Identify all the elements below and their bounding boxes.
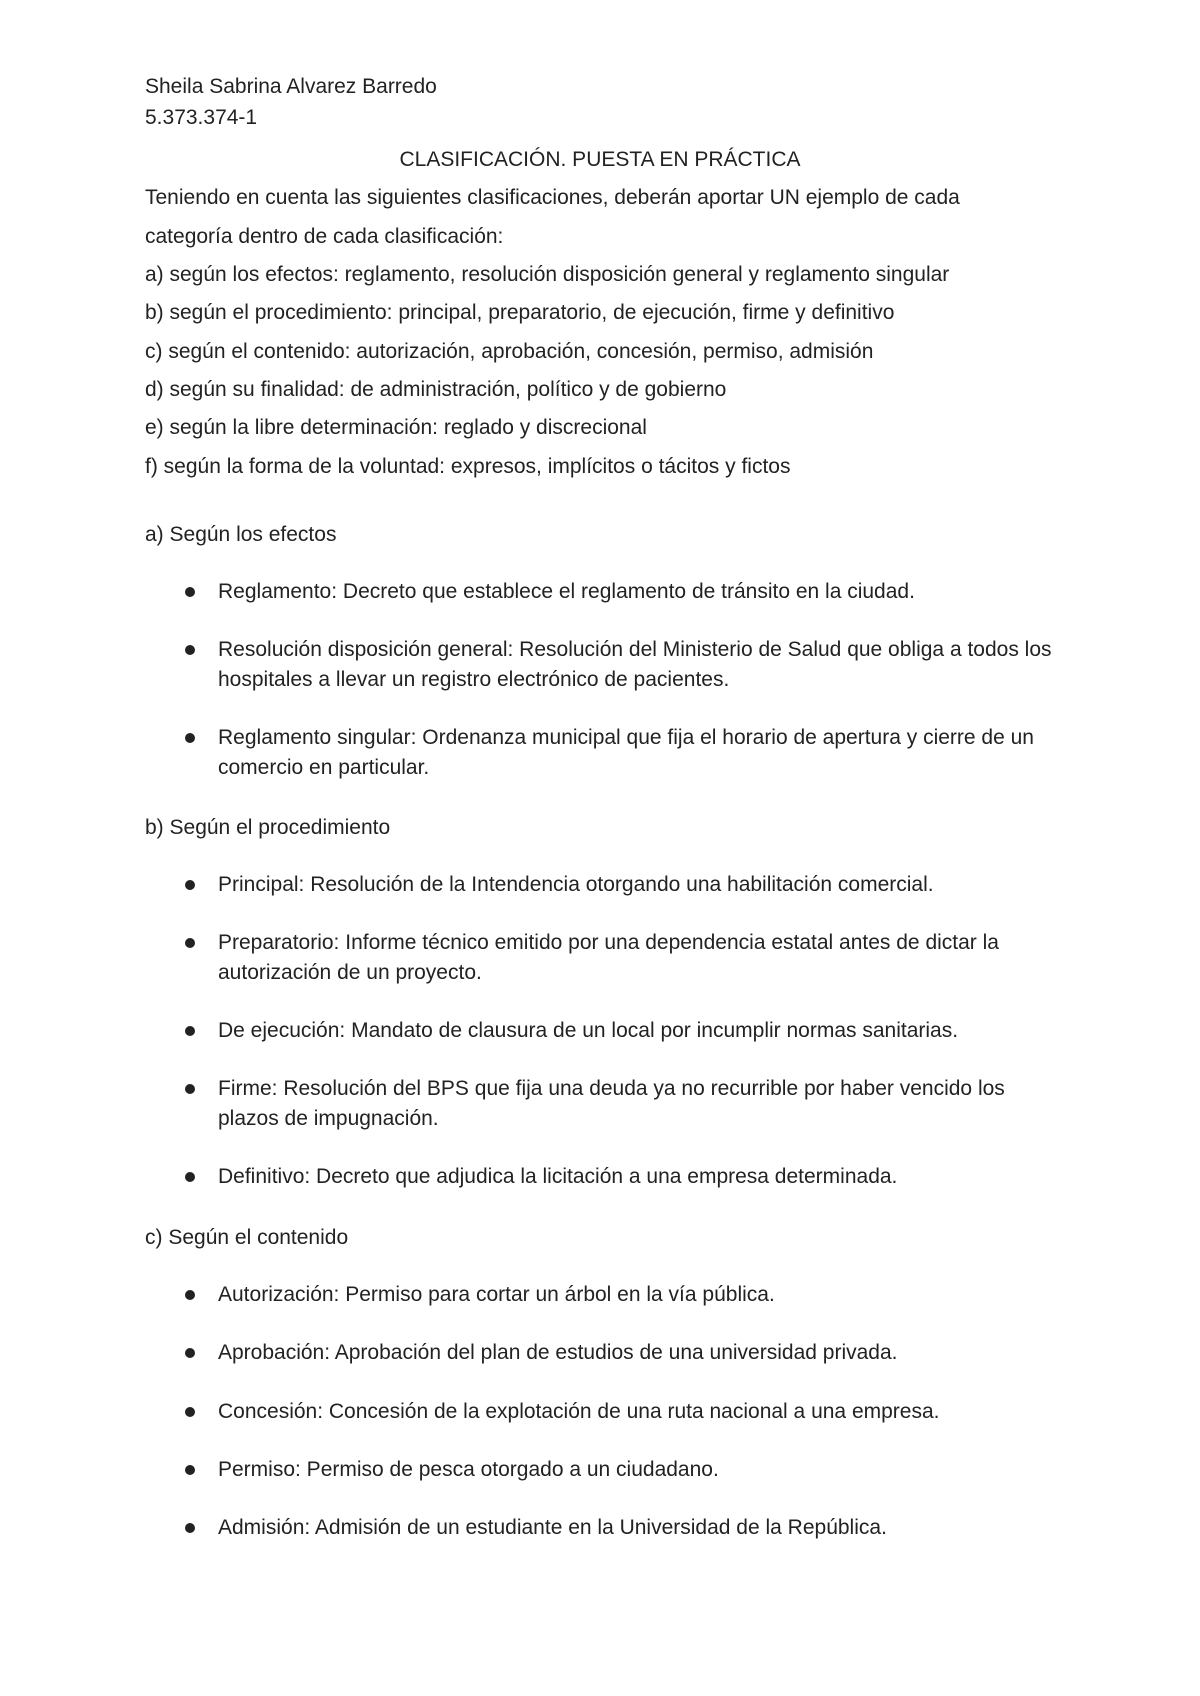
list-item: De ejecución: Mandato de clausura de un local por incumplir normas sanitarias. bbox=[218, 1019, 959, 1042]
bullet-icon bbox=[185, 1026, 195, 1036]
bullet-icon bbox=[185, 1407, 195, 1417]
classification-item: d) según su finalidad: de administración, político y de gobierno bbox=[145, 378, 727, 401]
bullet-icon bbox=[185, 938, 195, 948]
list-item: Permiso: Permiso de pesca otorgado a un ciudadano. bbox=[218, 1458, 719, 1481]
bullet-icon bbox=[185, 1465, 195, 1475]
intro-line: categoría dentro de cada clasificación: bbox=[145, 225, 504, 248]
list-item: Autorización: Permiso para cortar un árbol en la vía pública. bbox=[218, 1283, 775, 1306]
classification-item: a) según los efectos: reglamento, resolución disposición general y reglamento singular bbox=[145, 263, 950, 286]
list-item: Resolución disposición general: Resolución del Ministerio de Salud que obliga a todos los hospitales a llevar un registro electrónico de pacientes. bbox=[218, 638, 1052, 691]
section-heading: c) Según el contenido bbox=[145, 1226, 349, 1249]
id-number: 5.373.374-1 bbox=[145, 106, 258, 129]
bullet-icon bbox=[185, 645, 195, 655]
bullet-icon bbox=[185, 880, 195, 890]
list-item: Preparatorio: Informe técnico emitido por una dependencia estatal antes de dictar la autorización de un proyecto. bbox=[218, 931, 999, 984]
classification-item: e) según la libre determinación: reglado y discrecional bbox=[145, 416, 647, 439]
list-item: Reglamento singular: Ordenanza municipal que fija el horario de apertura y cierre de un comercio en particular. bbox=[218, 726, 1034, 779]
bullet-icon bbox=[185, 733, 195, 743]
author-name: Sheila Sabrina Alvarez Barredo bbox=[145, 75, 437, 98]
list-item: Definitivo: Decreto que adjudica la licitación a una empresa determinada. bbox=[218, 1165, 898, 1188]
classification-item: c) según el contenido: autorización, aprobación, concesión, permiso, admisión bbox=[145, 340, 874, 363]
bullet-icon bbox=[185, 587, 195, 597]
list-item: Aprobación: Aprobación del plan de estudios de una universidad privada. bbox=[218, 1341, 898, 1364]
list-item: Principal: Resolución de la Intendencia otorgando una habilitación comercial. bbox=[218, 873, 934, 896]
bullet-icon bbox=[185, 1348, 195, 1358]
list-item: Reglamento: Decreto que establece el reglamento de tránsito en la ciudad. bbox=[218, 580, 915, 603]
classification-item: b) según el procedimiento: principal, preparatorio, de ejecución, firme y definitivo bbox=[145, 301, 895, 324]
list-item: Admisión: Admisión de un estudiante en la Universidad de la República. bbox=[218, 1516, 887, 1539]
document-title: CLASIFICACIÓN. PUESTA EN PRÁCTICA bbox=[399, 148, 801, 171]
section-heading: b) Según el procedimiento bbox=[145, 816, 391, 839]
bullet-icon bbox=[185, 1290, 195, 1300]
list-item: Firme: Resolución del BPS que fija una deuda ya no recurrible por haber vencido los plazos de impugnación. bbox=[218, 1077, 1005, 1130]
section-heading: a) Según los efectos bbox=[145, 523, 337, 546]
bullet-icon bbox=[185, 1523, 195, 1533]
bullet-icon bbox=[185, 1084, 195, 1094]
classification-item: f) según la forma de la voluntad: expresos, implícitos o tácitos y fictos bbox=[145, 455, 791, 478]
list-item: Concesión: Concesión de la explotación de una ruta nacional a una empresa. bbox=[218, 1400, 940, 1423]
bullet-icon bbox=[185, 1172, 195, 1182]
intro-line: Teniendo en cuenta las siguientes clasificaciones, deberán aportar UN ejemplo de cada bbox=[145, 186, 960, 209]
